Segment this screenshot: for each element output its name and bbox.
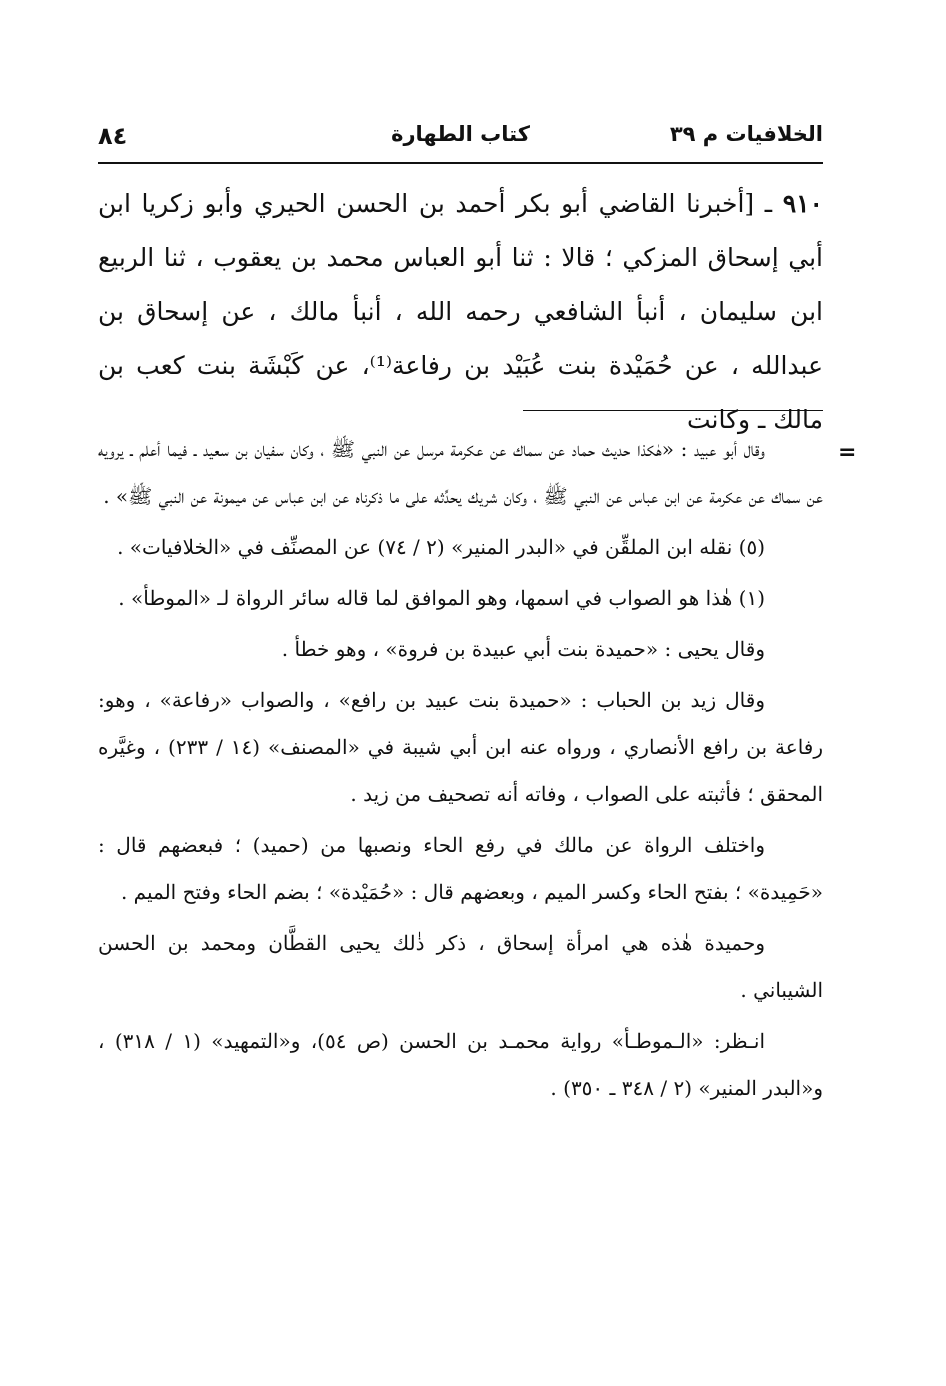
main-text: [98, 177, 823, 447]
footnote-ikhtalaf: واختلف الرواة عن مالك في رفع الحاء ونصبها من (حميد) ؛ فبعضهم قال : «حَمِيدة» ؛ بفتح الحاء وكسر الميم ، وبعضهم قال : «حُمَيْدة» ؛ بضم الحاء وفتح الميم .: [98, 833, 823, 904]
page-number: ٨٤: [98, 122, 128, 150]
page-header: [98, 122, 823, 158]
footnote-unzur: انـظر: «الـموطـأ» رواية محمـد بن الحسن (ص ٥٤)، و«التمهيد» (١ / ٣١٨) ، و«البدر المنير» (٢ / ٣٤٨ ـ ٣٥٠) .: [98, 1029, 823, 1100]
hadith-paragraph: [98, 177, 823, 447]
entry-number: ٩١٠: [782, 189, 823, 218]
footnote-abu-ubaid: وقال أبو عبيد : «هٰكذا حديث حماد عن سماك عن عكرمة مرسل عن النبي ﷺ ، وكان سفيان بن سعيد ـ فيما أعلم ـ يرويه عن سماك عن عكرمة عن ابن عباس عن النبي ﷺ ، وكان شريك يحدِّثه على ما ذكرناه عن ابن عباس عن ميمونة عن النبي ﷺ» .: [98, 437, 823, 508]
header-rule: [98, 162, 823, 164]
book-title: كتاب الطهارة: [391, 122, 530, 146]
footnote-5: (٥) نقله ابن الملقِّن في «البدر المنير» (٢ / ٧٤) عن المصنِّف في «الخلافيات» .: [117, 535, 765, 559]
entry-text: ـ [أخبرنا القاضي أبو بكر أحمد بن الحسن الحيري وأبو زكريا ابن أبي إسحاق المزكي ؛ قالا : ثنا أبو العباس محمد بن يعقوب ، ثنا الربيع ابن سليمان ، أنبأ الشافعي رحمه الله ، أنبأ مالك ، عن إسحاق بن عبدالله ، عن حُمَيْدة بنت عُبَيْد بن رفاعة⁽¹⁾، عن كَبْشَة بنت كعب بن مالك ـ وكانت: [98, 189, 823, 434]
running-title: الخلافيات م ٣٩: [669, 122, 823, 146]
footnote-separator: [523, 410, 823, 411]
footnote-zaid: وقال زيد بن الحباب : «حميدة بنت عبيد بن رافع» ، والصواب «رفاعة» ، وهو: رفاعة بن رافع الأنصاري ، ورواه عنه ابن أبي شيبة في «المصنف» (١٤ / ٢٣٣) ، وغيَّره المحقق ؛ فأثبته على الصواب ، وفاته أنه تصحيف من زيد .: [98, 688, 824, 806]
continuation-mark: =: [838, 440, 857, 465]
footnote-hamida: وحميدة هٰذه هي امرأة إسحاق ، ذكر ذٰلك يحيى القطَّان ومحمد بن الحسن الشيباني .: [98, 931, 823, 1002]
footnote-yahya: وقال يحيى : «حميدة بنت أبي عبيدة بن فروة» ، وهو خطأ .: [281, 637, 765, 661]
footnote-1: (١) هٰذا هو الصواب في اسمها، وهو الموافق لما قاله سائر الرواة لـ «الموطأ» .: [118, 586, 765, 610]
book-page: [98, 0, 823, 1386]
footnotes: [98, 426, 823, 1116]
